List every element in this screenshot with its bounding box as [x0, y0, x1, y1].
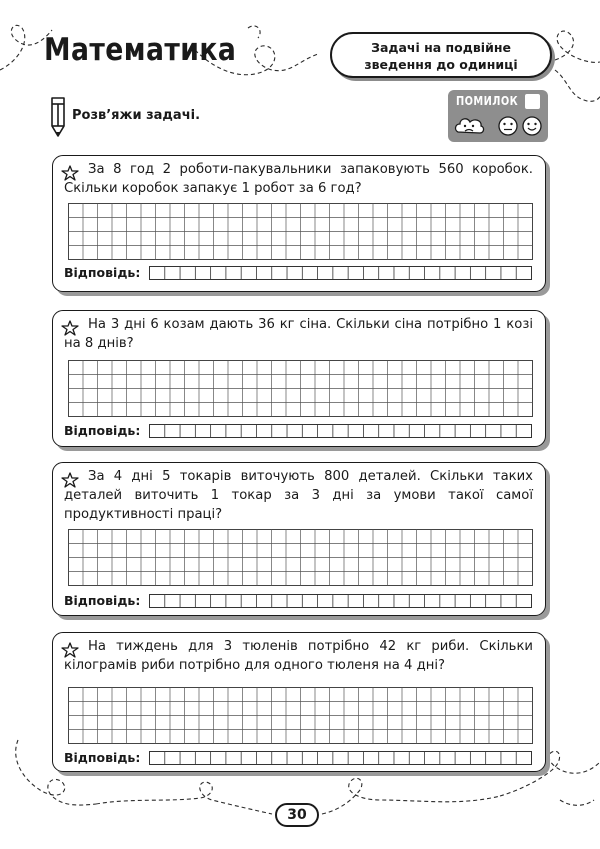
- errors-widget: [448, 90, 548, 142]
- answer-boxes[interactable]: [149, 266, 533, 281]
- task-text: За 8 год 2 роботи-пакувальники запаковують 560 коробок. Скільки коробок запакує 1 робот за 6 год?: [64, 162, 533, 196]
- pencil-icon: [48, 96, 68, 138]
- neutral-face-icon[interactable]: [499, 117, 517, 135]
- errors-label: ПОМИЛОК: [456, 94, 519, 108]
- task-card: [52, 632, 546, 772]
- task-text: На 3 дні 6 козам дають 36 кг сіна. Скільки сіна потрібно 1 козі на 8 днів?: [64, 317, 533, 351]
- sad-face-icon[interactable]: [456, 119, 484, 133]
- topic-line-2: зведення до одиниці: [364, 57, 518, 72]
- task-card: [52, 462, 546, 616]
- task-card: [52, 310, 546, 447]
- topic-line-1: Задачі на подвійне: [371, 40, 511, 55]
- answer-grid[interactable]: [68, 687, 534, 745]
- instruction-text: Розв’яжи задачі.: [72, 108, 201, 123]
- answer-label: Відповідь:: [64, 265, 141, 280]
- answer-boxes[interactable]: [149, 594, 533, 609]
- happy-face-icon[interactable]: [523, 117, 541, 135]
- task-text: На тиждень для 3 тюленів потрібно 42 кг риби. Скільки кілограмів риби потрібно для одного тюленя на 4 дні?: [64, 639, 533, 673]
- task-card: [52, 155, 546, 292]
- answer-boxes[interactable]: [149, 424, 533, 439]
- answer-grid[interactable]: [68, 203, 534, 261]
- task-text: За 4 дні 5 токарів виточують 800 деталей. Скільки таких деталей виточить 1 токар за 3 дні за умови такої самої продуктивності праці?: [64, 469, 533, 522]
- subject-title: Математика: [44, 32, 237, 68]
- answer-label: Відповідь:: [64, 750, 141, 765]
- answer-grid[interactable]: [68, 529, 534, 587]
- answer-label: Відповідь:: [64, 593, 141, 608]
- errors-count-box[interactable]: [525, 94, 540, 109]
- mood-faces: [454, 114, 544, 138]
- topic-badge: [330, 32, 552, 78]
- answer-grid[interactable]: [68, 360, 534, 418]
- answer-boxes[interactable]: [149, 751, 533, 766]
- page-number: 30: [275, 803, 319, 827]
- answer-label: Відповідь:: [64, 423, 141, 438]
